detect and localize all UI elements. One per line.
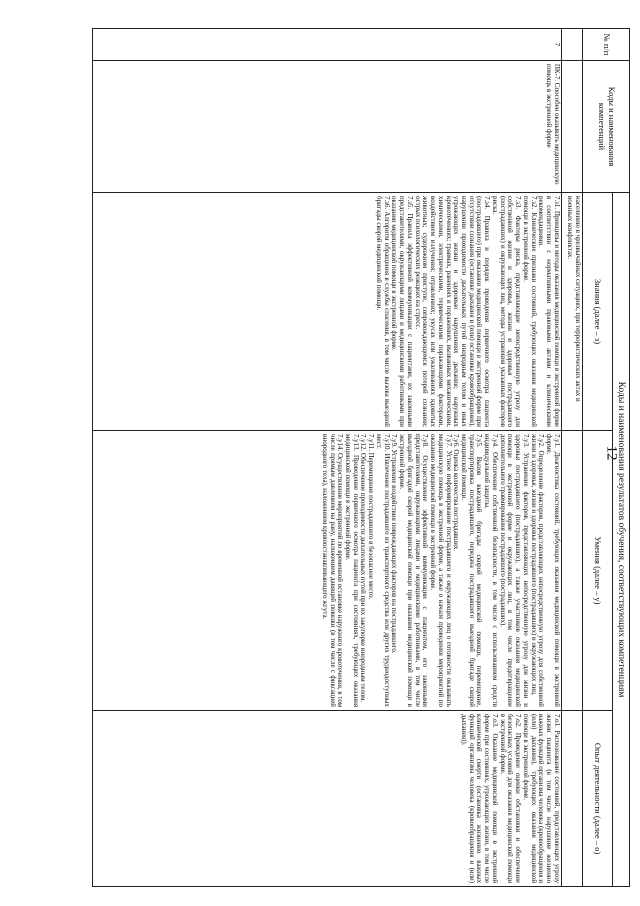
header-skills: Умения (далее – у) (583, 431, 613, 711)
page-number: 12 (603, 445, 620, 461)
experience-item: 7.о3. Оказание медицинской помощи в экстренной форме при состояниях, угрожающих жизни, в том числе клинической смерти (остановка жизненно важных функций организма человека (кровообращения и (или) дыхания)). (460, 714, 498, 884)
skill-item: 7.у2. Определение факторов, представляющих непосредственную угрозу для собственной жизни и здоровья, жизни и здоровья пострадавшего (пострадавших) и окружающих лиц. (529, 434, 545, 707)
competence-table (92, 28, 630, 887)
header-knowledge: Знания (далее – з) (583, 193, 613, 431)
row-number: 7 (93, 29, 562, 61)
experience-cell (93, 711, 562, 887)
knowledge-item: 7.з6. Алгоритм обращения в службы спасения, в том числе вызова выездной бригады скорой медицинской помощи. (374, 196, 390, 427)
carry-over-cell: населению в чрезвычайных ситуациях, при террористических актах и военных конфликтах. (561, 193, 582, 431)
experience-item: 7.о1. Распознавание состояний, представляющих угрозу жизни пациента (в том числе нарушение жизненно важных функций организма человека (кровообращения и (или) дыхания), требующих оказания медицинской помощи в экстренной форме. (521, 714, 560, 884)
skill-item: 7.у13. Проведение первичного осмотра пациента при состояниях, требующих оказания медицинской помощи в экстренной форме. (344, 434, 359, 707)
skills-cell (93, 431, 562, 711)
skill-item: 7.у5. Вызов выездной бригады скорой медицинской помощи, перемещение, транспортировка пострадавшего, передача пострадавшего выездной бригаде скорой медицинской помощи. (460, 434, 483, 707)
skill-item: 7.у6. Оценка количества пострадавших. (452, 434, 460, 552)
knowledge-item: 7.з4. Правила и порядок проведения первичного осмотра пациента (пострадавшего) при оказании медицинской помощи в экстренной форме при отсутствии сознания (остановке дыхания и (или) остановке кровообращения), нарушении проходимости дыхательных путей инородным телом и иных угрожающих жизни и здоровью нарушениях дыхания; наружных кровотечениях; травмах, ранениях и поражениях, вызванных механическими, химическими, электрическими, термическими поражающими факторами, воздействием излучения; отравлениях; укусах или ужаливаниях ядовитых животных; судорожном приступе, сопровождающемся потерей сознания; острых психологических реакциях на стресс. (413, 196, 491, 427)
knowledge-item: 7.з5. Правила эффективной коммуникации с пациентами, их законными представителями, окружающими лицами и медицинскими работниками при оказании медицинской помощи в экстренной форме. (390, 196, 413, 427)
header-codes: Коды и наименования компетенций (583, 61, 630, 193)
knowledge-item: 7.з2. Клинические признаки состояний, требующих оказания медицинской помощи в экстренной форме. (521, 196, 537, 427)
skill-item: 7.у3. Устранение факторов, представляющих непосредственную угрозу для жизни и здоровья пострадавшего (пострадавших), а также участников оказания медицинской помощи в экстренной форме и окружающих лиц, в том числе предотвращение дополнительного травмирования пострадавшего (пострадавших). (498, 434, 529, 707)
skill-item: 7.у8. Осуществление эффективной коммуникации с пациентом, его законными представителями, окружающими лицами и медицинскими работниками, в том числе выездной бригадой скорой медицинской помощи при оказании медицинской помощи в экстренной форме. (398, 434, 429, 707)
rotated-table-container (92, 28, 630, 886)
skill-item: 7.у10. Извлечение пострадавшего из транспортного средства или других труднодоступных мест. (374, 434, 390, 707)
skill-item: 7.у11. Перемещение пострадавшего в безопасное место. (367, 434, 375, 600)
experience-item: 7.о2. Проведение оценки обстановки и обеспечение безопасных условий для оказания медицинской помощи в экстренной форме. (498, 714, 522, 884)
skill-item: 7.у12. Обеспечение проходимости дыхательных путей при их закупорке инородным телом. (359, 434, 367, 703)
skill-item: 7.у1. Диагностика состояний, требующих оказания медицинской помощи в экстренной форме. (545, 434, 560, 707)
header-group: Коды и наименования результатов обучения, соответствующих компетенциям (613, 193, 630, 887)
header-experience: Опыт деятельности (далее – о) (583, 711, 613, 887)
knowledge-cell (93, 193, 562, 431)
knowledge-item: 7.з1. Принципы и методы оказания медицинской помощи в экстренной форме в соответствии с нормативными правовыми актами и клиническими рекомендациями. (537, 196, 560, 427)
knowledge-item: 7.з3. Факторы риска, представляющие непосредственную угрозу для собственной жизни и здоровья, жизни и здоровья пострадавшего (пострадавших) и окружающих лиц, методы устранения указанных факторов риска. (490, 196, 522, 427)
table-row (93, 29, 562, 887)
skill-item: 7.у14. Осуществление мероприятий по временной остановке наружного кровотечения, в том числе прямым давлением на рану, наложением давящей повязки (в том числе с фиксацией инородного тела), наложением кровоостанавливающего жгута. (320, 434, 344, 707)
skill-item: 7.у9. Устранение воздействия повреждающих факторов на пострадавшего. (390, 434, 398, 654)
table-row-continuation (561, 29, 582, 887)
skill-item: 7.у7. Устное информирование пострадавшего и окружающих лиц о готовности оказывать медицинскую помощь в экстренной форме, а также о начале проведения мероприятий по оказанию медицинской помощи в экстренной форме. (429, 434, 452, 707)
skill-item: 7.у4. Обеспечение собственной безопасности, в том числе с использованием средств индивидуальной защиты. (483, 434, 498, 707)
header-num: № п/п (583, 29, 630, 61)
competence-name: ПК-7. Способен оказывать медицинскую помощь в экстренной форме (93, 61, 562, 193)
